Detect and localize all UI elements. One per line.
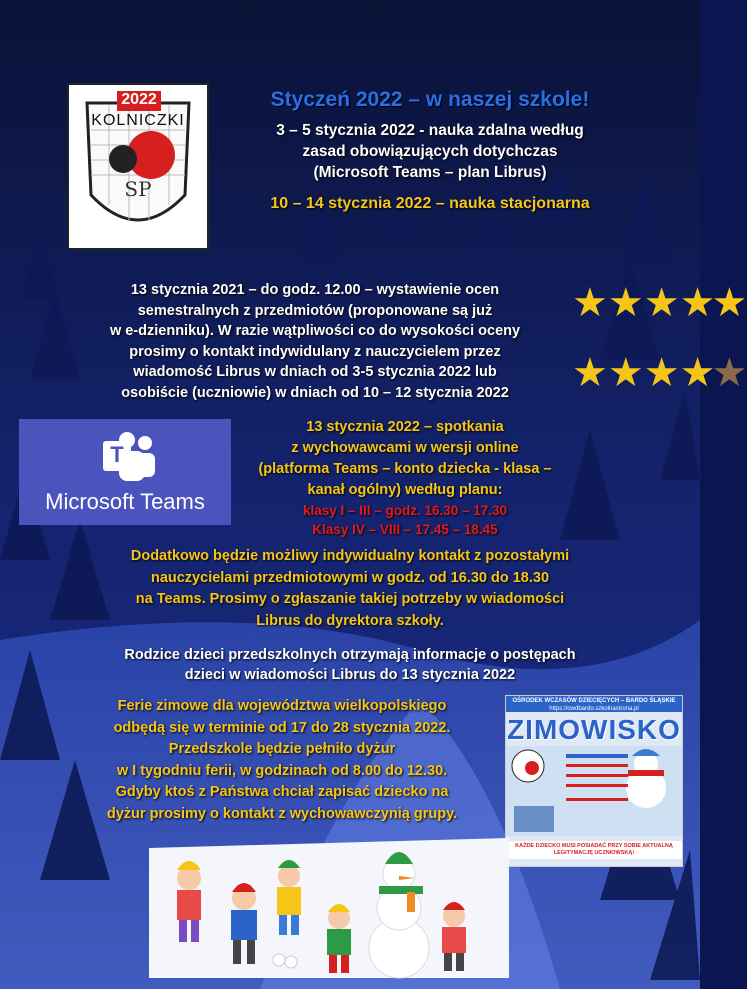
winter-camp-poster xyxy=(505,695,683,867)
star-icon: ★ xyxy=(679,351,716,395)
extra-line: na Teams. Prosimy o zgłaszanie takiej potrzeby w wiadomości xyxy=(135,591,565,607)
grades-notice xyxy=(60,280,570,403)
grades-line: w e-dzienniku). W razie wątpliwości co do wysokości oceny xyxy=(109,323,521,339)
remote-line: zasad obowiązujących dotychczas xyxy=(302,143,558,160)
remote-line: (Microsoft Teams – plan Librus) xyxy=(313,164,547,181)
meeting-line: (platforma Teams – konto dziecka - klasa – xyxy=(258,461,552,477)
star-icon: ★ xyxy=(711,281,747,325)
remote-learning-text xyxy=(230,120,630,183)
meeting-line: 13 stycznia 2022 – spotkania xyxy=(306,419,504,435)
meeting-line: z wychowawcami w wersji online xyxy=(291,440,519,456)
poster-header: OŚRODEK WCZASÓW DZIECIĘCYCH – BARDO ŚLĄSKIE xyxy=(506,696,682,706)
holidays-line: odbędą się w terminie od 17 do 28 stycznia 2022. xyxy=(113,719,451,736)
shield-icon xyxy=(69,85,207,248)
schedule-line: klasy I – III – godz. 16.30 – 17.30 xyxy=(302,503,508,518)
holidays-line: dyżur prosimy o kontakt z wychowawczynią grupy. xyxy=(106,805,458,822)
extra-contact-notice xyxy=(50,546,650,632)
holidays-line: w I tygodniu ferii, w godzinach od 8.00 do 12.30. xyxy=(116,762,448,779)
star-icon: ★ xyxy=(607,281,644,325)
school-logo xyxy=(67,83,209,250)
star-icon: ★ xyxy=(572,281,608,325)
star-icon: ★ xyxy=(643,281,680,325)
rating-stars-partial xyxy=(572,353,747,393)
star-icon: ★ xyxy=(679,281,716,325)
extra-line: Librus do dyrektora szkoły. xyxy=(256,612,444,629)
preschool-notice xyxy=(60,645,640,685)
rating-stars-full xyxy=(572,283,747,323)
poster-footer: KAŻDE DZIECKO MUSI POSIADAĆ PRZY SOBIE AKTUALNĄ LEGITYMACJĘ UCZNIOWSKĄ! xyxy=(506,841,682,859)
grades-line: semestralnych z przedmiotów (proponowane są już xyxy=(137,302,493,319)
building-icon xyxy=(514,806,554,832)
kids-snowman-illustration xyxy=(149,838,509,978)
extra-line: Dodatkowo będzie możliwy indywidualny kontakt z pozostałymi xyxy=(130,548,570,564)
preschool-line: Rodzice dzieci przedszkolnych otrzymają informacje o postępach xyxy=(124,647,576,663)
star-icon: ★ xyxy=(643,351,680,395)
star-icon: ★ xyxy=(572,351,608,395)
empty-star-icon: ★ xyxy=(711,351,747,395)
grades-line: osobiście (uczniowie) w dniach od 10 – 12 stycznia 2022 xyxy=(121,384,509,401)
schedule-line: Klasy IV – VIII – 17.45 – 18.45 xyxy=(312,522,498,537)
holidays-line: Przedszkole będzie pełniło dyżur xyxy=(168,741,396,757)
logo-letters: SP xyxy=(124,177,152,201)
preschool-line: dzieci w wiadomości Librus do 13 stycznia 2022 xyxy=(184,667,516,683)
star-icon: ★ xyxy=(607,351,644,395)
extra-line: nauczycielami przedmiotowymi w godz. od 16.30 do 18.30 xyxy=(150,569,550,586)
meeting-line: kanał ogólny) według planu: xyxy=(307,482,503,498)
logo-name: KOLNICZKI xyxy=(91,112,185,129)
meeting-notice xyxy=(240,417,570,539)
remote-line: 3 – 5 stycznia 2022 - nauka zdalna według xyxy=(276,122,584,139)
holidays-line: Gdyby ktoś z Państwa chciał zapisać dziecko na xyxy=(115,784,449,800)
page-title: Styczeń 2022 – w naszej szkole! xyxy=(270,88,590,111)
poster-title: ZIMOWISKO xyxy=(507,714,681,745)
grades-line: prosimy o kontakt indywidulany z nauczycielem przez xyxy=(129,343,501,360)
logo-year: 2022 xyxy=(121,91,157,108)
poster-url: https://owdbardo.szkolnastrona.pl xyxy=(506,706,682,712)
grades-line: 13 stycznia 2021 – do godz. 12.00 – wystawienie ocen xyxy=(130,282,500,298)
poster-illustration xyxy=(506,746,682,836)
stationary-learning-text: 10 – 14 stycznia 2022 – nauka stacjonarna xyxy=(270,195,590,212)
teams-label: Microsoft Teams xyxy=(45,489,205,514)
grades-line: wiadomość Librus w dniach od 3-5 stycznia 2022 lub xyxy=(133,364,497,380)
microsoft-teams-logo xyxy=(19,419,231,525)
teams-letter: T xyxy=(110,442,124,467)
holidays-line: Ferie zimowe dla województwa wielkopolskiego xyxy=(117,698,447,714)
holidays-notice xyxy=(62,696,502,825)
